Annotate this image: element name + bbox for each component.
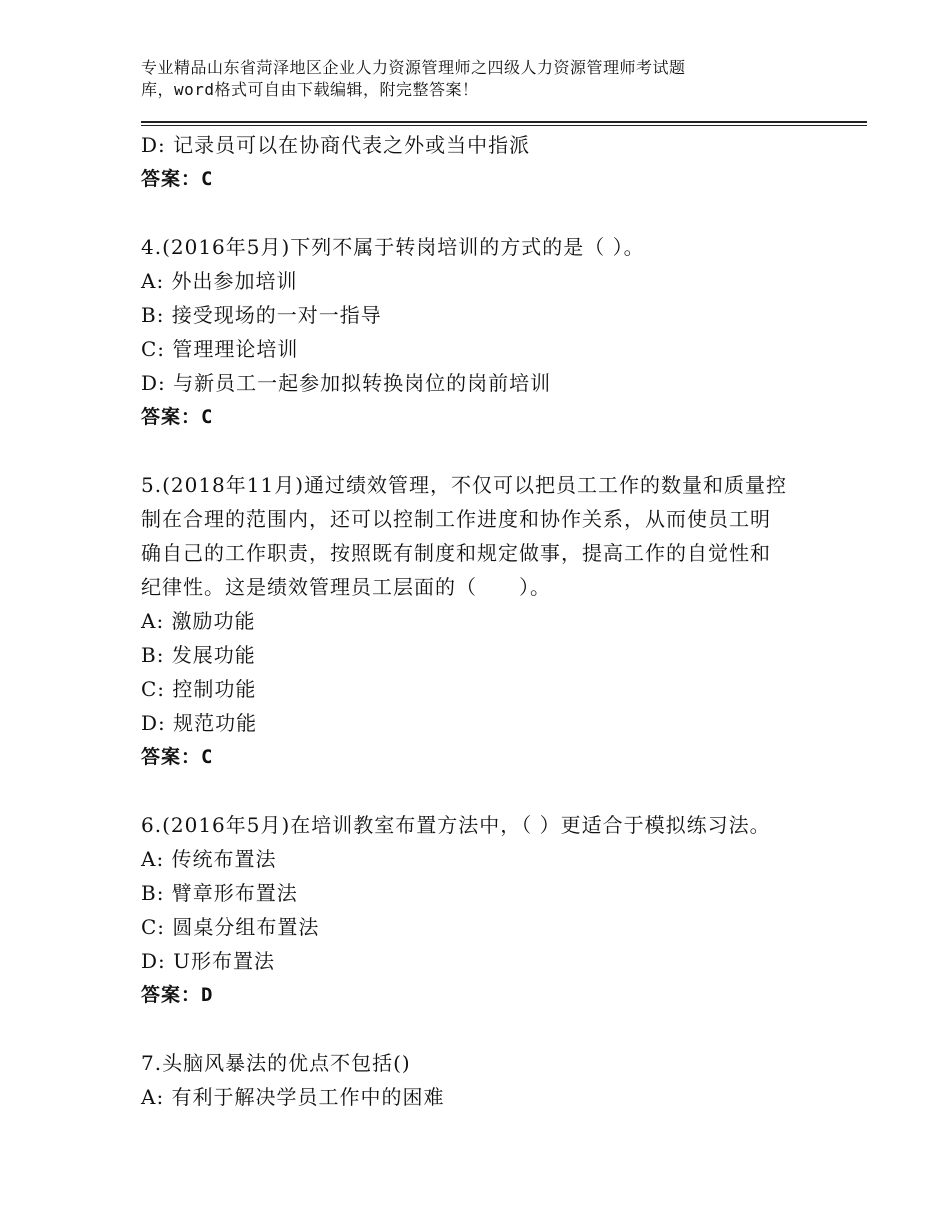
option-c: C: 管理理论培训 (141, 337, 299, 361)
question-stem-line-4: 纪律性。这是绩效管理员工层面的（ ）。 (141, 575, 551, 599)
question-stem-line-2: 制在合理的范围内，还可以控制工作进度和协作关系，从而使员工明 (141, 507, 771, 531)
answer: 答案：C (141, 746, 214, 768)
option-a: A: 有利于解决学员工作中的困难 (141, 1085, 445, 1109)
header-divider-thin (141, 125, 867, 126)
option-a: A: 外出参加培训 (141, 269, 298, 293)
question-stem-line-1: 5.(2018年11月)通过绩效管理，不仅可以把员工工作的数量和质量控 (141, 473, 788, 497)
option-d: D: 与新员工一起参加拟转换岗位的岗前培训 (141, 371, 552, 395)
question-stem: 4.(2016年5月)下列不属于转岗培训的方式的是（ ）。 (141, 235, 645, 259)
question-stem: 6.(2016年5月)在培训教室布置方法中，（ ）更适合于模拟练习法。 (141, 813, 771, 837)
option-d: D: 记录员可以在协商代表之外或当中指派 (141, 133, 531, 157)
answer: 答案：C (141, 168, 214, 190)
document-header (141, 57, 801, 101)
option-b: B: 发展功能 (141, 643, 256, 667)
option-c: C: 控制功能 (141, 677, 257, 701)
answer: 答案：C (141, 406, 214, 428)
header-line-1: 专业精品山东省菏泽地区企业人力资源管理师之四级人力资源管理师考试题 (141, 58, 686, 77)
option-a: A: 传统布置法 (141, 847, 277, 871)
option-c: C: 圆桌分组布置法 (141, 915, 320, 939)
question-6 (141, 808, 821, 1012)
option-a: A: 激励功能 (141, 609, 256, 633)
question-4 (141, 230, 821, 434)
option-d: D: U形布置法 (141, 949, 275, 973)
question-3-tail (141, 128, 821, 196)
option-b: B: 臂章形布置法 (141, 881, 298, 905)
header-line-2: 库，word格式可自由下载编辑，附完整答案！ (141, 80, 479, 99)
question-7 (141, 1046, 821, 1114)
question-5 (141, 468, 821, 774)
question-stem: 7.头脑风暴法的优点不包括() (141, 1051, 411, 1075)
header-divider-thick (141, 121, 867, 123)
question-list (141, 128, 821, 1114)
option-b: B: 接受现场的一对一指导 (141, 303, 382, 327)
question-stem-line-3: 确自己的工作职责，按照既有制度和规定做事，提高工作的自觉性和 (141, 541, 771, 565)
answer: 答案：D (141, 984, 214, 1006)
option-d: D: 规范功能 (141, 711, 258, 735)
